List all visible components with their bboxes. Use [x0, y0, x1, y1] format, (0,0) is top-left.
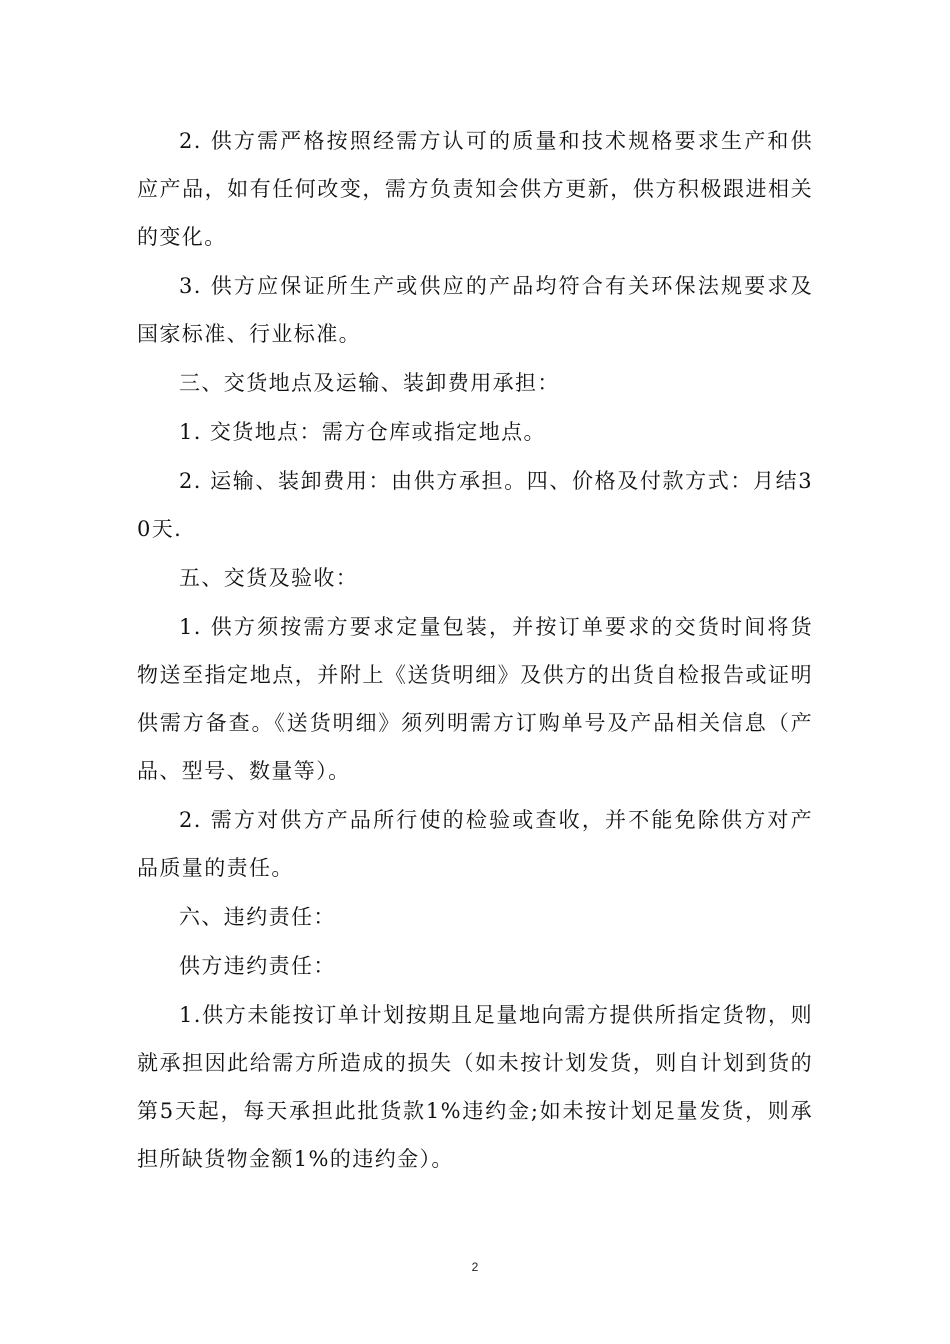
paragraph-inspection-liability: 2. 需方对供方产品所行使的检验或查收，并不能免除供方对产品质量的责任。	[137, 808, 813, 880]
page-number: 2	[471, 1260, 479, 1274]
section-heading-delivery-location: 三、交货地点及运输、装卸费用承担：	[179, 371, 560, 395]
paragraph-late-delivery-penalty: 1.供方未能按订单计划按期且足量地向需方提供所指定货物，则就承担因此给需方所造成的损失（如未按计划发货，则自计划到货的第5天起，每天承担此批货款1%违约金;如未按计划足量发货，则承担所缺货物金额1%的违约金）。	[137, 1003, 813, 1171]
paragraph-transport-costs-payment: 2. 运输、装卸费用：由供方承担。四、价格及付款方式：月结30天.	[137, 469, 813, 541]
paragraph-packaging-delivery: 1. 供方须按需方要求定量包装，并按订单要求的交货时间将货物送至指定地点，并附上《送货明细》及供方的出货自检报告或证明供需方备查。《送货明细》须列明需方订购单号及产品相关信息（产品、型号、数量等）。	[137, 615, 813, 783]
section-heading-breach-liability: 六、违约责任：	[179, 905, 336, 929]
paragraph-delivery-location: 1. 交货地点：需方仓库或指定地点。	[179, 420, 546, 444]
paragraph-quality-requirements: 2. 供方需严格按照经需方认可的质量和技术规格要求生产和供应产品，如有任何改变，需方负责知会供方更新，供方积极跟进相关的变化。	[137, 129, 813, 249]
section-heading-delivery-acceptance: 五、交货及验收：	[179, 566, 359, 590]
subheading-supplier-breach: 供方违约责任：	[179, 954, 336, 978]
document-body	[137, 117, 813, 1184]
paragraph-environmental-standards: 3. 供方应保证所生产或供应的产品均符合有关环保法规要求及国家标准、行业标准。	[137, 274, 813, 346]
